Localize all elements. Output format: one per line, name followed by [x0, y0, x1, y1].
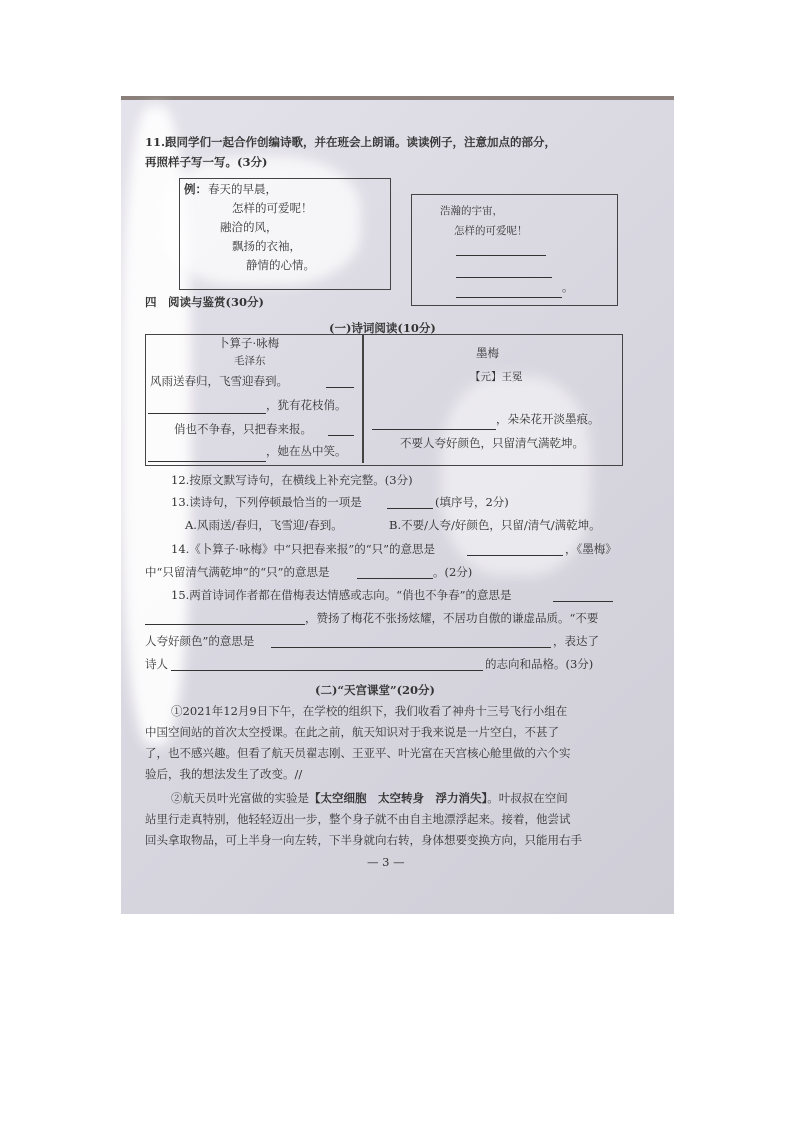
q15-text: ，赞扬了梅花不张扬炫耀，不居功自傲的谦虚品质。“不要	[305, 611, 599, 625]
poem2-line1: ，朵朵花开淡墨痕。	[496, 412, 600, 426]
poem1-author: 毛泽东	[234, 355, 266, 367]
poem2-title: 墨梅	[476, 346, 499, 360]
q11-line1: 11.跟同学们一起合作创编诗歌，并在班会上朗诵。读读例子，注意加点的部分，	[145, 135, 557, 149]
page-number: — 3 —	[367, 855, 405, 869]
passage-line: 站里行走真特别，他轻轻迈出一步，整个身子就不由自主地漂浮起来。接着，他尝试	[145, 812, 571, 826]
subsection-title: (二)“天宫课堂”(20分)	[315, 683, 435, 697]
blank-line[interactable]	[456, 243, 546, 256]
answer-box	[411, 194, 618, 306]
q15-text: 诗人	[145, 657, 168, 671]
blank-line[interactable]	[328, 423, 354, 436]
q15-text: ，表达了	[553, 634, 599, 648]
poem2-line2: 不要人夸好颜色，只留清气满乾坤。	[400, 436, 584, 450]
poem1-line: 风雨送春归，飞雪迎春到。	[150, 374, 288, 388]
q13-option-a: A.风雨送/春归，飞雪迎/春到。	[185, 518, 343, 532]
passage-line: 验后，我的想法发生了改变。//	[145, 767, 303, 781]
q12: 12.按原文默写诗句，在横线上补充完整。(3分)	[171, 473, 413, 487]
example-label: 例：	[184, 182, 207, 196]
q15-blank[interactable]	[145, 612, 305, 625]
passage-line: 中国空间站的首次太空授课。在此之前，航天知识对于我来说是一片空白，不甚了	[145, 725, 559, 739]
blank-line[interactable]	[372, 417, 496, 430]
example-line: 融洽的风，	[220, 220, 278, 234]
subsection-title: (一)诗词阅读(10分)	[329, 321, 436, 335]
passage-text: 。叶叔叔在空间	[487, 791, 568, 805]
q14-blank[interactable]	[467, 543, 563, 556]
poem1-line: 俏也不争春，只把春来报。	[174, 422, 312, 436]
example-line: 飘扬的衣袖，	[232, 239, 301, 253]
blank-line[interactable]	[456, 285, 562, 298]
blank-line[interactable]	[456, 265, 552, 278]
q15-text: 15.两首诗词作者都在借梅表达情感或志向。“俏也不争春”的意思是	[171, 588, 512, 602]
passage-line	[171, 790, 568, 808]
q13-points: (填序号，2分)	[435, 495, 509, 509]
passage-line: 了，也不感兴趣。但看了航天员翟志刚、王亚平、叶光富在天宫核心舱里做的六个实	[145, 746, 571, 760]
q15-blank[interactable]	[271, 635, 551, 648]
poem-divider	[362, 335, 364, 463]
q14-blank[interactable]	[357, 566, 433, 579]
blank-line[interactable]	[148, 401, 266, 414]
q13-text: 13.读诗句，下列停顿最恰当的一项是	[171, 495, 362, 509]
section-title: 四 阅读与鉴赏(30分)	[145, 295, 264, 309]
answer-end: 。	[562, 280, 574, 294]
poems-box	[145, 334, 623, 466]
q13-option-b: B.不要/人夸/好颜色，只留/清气/满乾坤。	[389, 518, 601, 532]
poem1-line: ，犹有花枝俏。	[266, 398, 347, 412]
q15-blank[interactable]	[171, 658, 483, 671]
q14-text: 14.《卜算子·咏梅》中“只把春来报”的“只”的意思是	[171, 542, 435, 556]
example-line: 春天的早晨，	[208, 182, 277, 196]
poem1-title: 卜算子·咏梅	[218, 336, 280, 350]
passage-line: 回头拿取物品，可上半身一向左转，下半身就向右转，身体想要变换方向，只能用右手	[145, 833, 582, 847]
example-box	[179, 178, 391, 290]
q15-text: 的志向和品格。(3分)	[485, 657, 594, 671]
q14-text: ，《墨梅》	[565, 542, 617, 556]
passage-text: ②航天员叶光富做的实验是	[171, 791, 309, 805]
poem1-line: ，她在丛中笑。	[266, 444, 347, 458]
q14-text: 中“只留清气满乾坤”的“只”的意思是	[145, 565, 330, 579]
example-line: 怎样的可爱呢！	[232, 201, 313, 215]
example-line: 静情的心情。	[246, 258, 315, 272]
poem2-author: 【元】王冕	[470, 371, 523, 383]
answer-line: 怎样的可爱呢！	[454, 225, 528, 237]
q14-points: 。(2分)	[433, 565, 473, 579]
q11-line2: 再照样子写一写。(3分)	[145, 155, 268, 169]
q15-blank[interactable]	[553, 589, 613, 602]
blank-line[interactable]	[326, 375, 354, 388]
q13-blank[interactable]	[387, 496, 433, 509]
exam-page	[121, 96, 674, 914]
answer-line: 浩瀚的宇宙，	[440, 205, 503, 217]
passage-options: 【太空细胞 太空转身 浮力消失】	[309, 791, 488, 805]
blank-line[interactable]	[148, 449, 266, 462]
photographed-page	[121, 96, 674, 914]
q15-text: 人夸好颜色”的意思是	[145, 634, 255, 648]
passage-line: ①2021年12月9日下午，在学校的组织下，我们收看了神舟十三号飞行小组在	[171, 704, 568, 718]
